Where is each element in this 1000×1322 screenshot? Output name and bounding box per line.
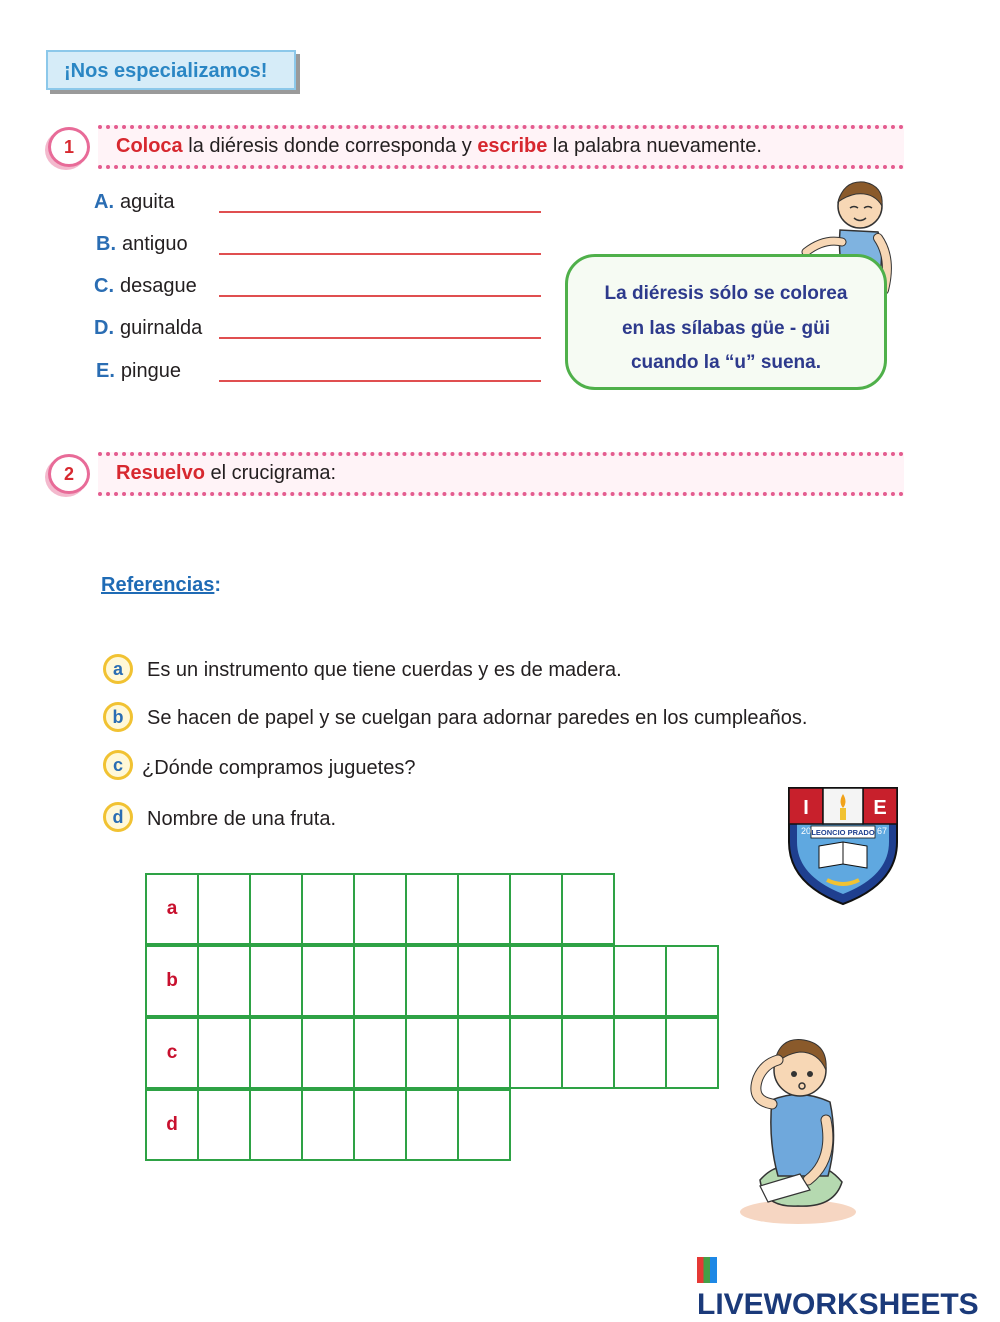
answer-line-a[interactable] bbox=[219, 211, 541, 213]
instruction-text-2: la palabra nuevamente. bbox=[547, 135, 762, 157]
crossword-cell[interactable] bbox=[665, 945, 719, 1017]
clue-badge-d: d bbox=[103, 802, 133, 832]
crossword-cell[interactable] bbox=[249, 945, 303, 1017]
crossword-cell[interactable] bbox=[249, 873, 303, 945]
crossword-cell[interactable] bbox=[197, 873, 251, 945]
crossword-cell[interactable] bbox=[197, 1017, 251, 1089]
section-1-number: 1 bbox=[48, 127, 90, 167]
section-1-banner bbox=[98, 125, 904, 169]
instruction-verb-escribe: escribe bbox=[477, 135, 548, 157]
crest-year-left: 20 bbox=[801, 826, 812, 836]
section-2-instruction bbox=[116, 462, 336, 485]
word-text: antiguo bbox=[122, 233, 188, 255]
word-text: pingue bbox=[120, 360, 181, 382]
word-letter: B. bbox=[96, 233, 116, 255]
clue-badge-a: a bbox=[103, 654, 133, 684]
word-letter: C. bbox=[94, 275, 114, 297]
word-letter: E. bbox=[96, 360, 115, 382]
word-letter: D. bbox=[94, 317, 114, 339]
word-text: aguita bbox=[120, 191, 175, 213]
crest-letter-right: E bbox=[873, 797, 887, 819]
instruction-text: el crucigrama: bbox=[204, 462, 337, 484]
answer-line-e[interactable] bbox=[219, 380, 541, 382]
word-item-e bbox=[96, 360, 181, 383]
crossword-cell[interactable] bbox=[405, 873, 459, 945]
section-2-banner bbox=[98, 452, 904, 496]
word-item-b bbox=[96, 233, 188, 256]
crossword-row-label: a bbox=[145, 873, 199, 945]
clue-text-b: Se hacen de papel y se cuelgan para adornar paredes en los cumpleaños. bbox=[147, 707, 808, 729]
crossword-cell[interactable] bbox=[561, 1017, 615, 1089]
crossword-row-b bbox=[145, 945, 717, 1017]
note-line-1: La diéresis sólo se colorea bbox=[604, 283, 848, 304]
word-text: guirnalda bbox=[120, 317, 203, 339]
crossword-cell[interactable] bbox=[561, 873, 615, 945]
word-letter: A. bbox=[94, 191, 114, 213]
crest-year-right: 67 bbox=[877, 826, 888, 836]
crossword-cell[interactable] bbox=[353, 873, 407, 945]
crossword-row-label: c bbox=[145, 1017, 199, 1089]
crossword-row-a bbox=[145, 873, 613, 945]
clue-text-a: Es un instrumento que tiene cuerdas y es de madera. bbox=[147, 659, 622, 681]
liveworksheets-logo[interactable] bbox=[697, 1254, 1000, 1322]
crossword-cell[interactable] bbox=[301, 1017, 355, 1089]
crossword-cell[interactable] bbox=[353, 945, 407, 1017]
references-label: Referencias bbox=[101, 574, 215, 596]
crossword-row-label: d bbox=[145, 1089, 199, 1161]
liveworksheets-mark-icon bbox=[697, 1257, 717, 1283]
word-item-d bbox=[94, 317, 202, 340]
thinking-boy-illustration bbox=[738, 1030, 858, 1226]
crossword-cell[interactable] bbox=[457, 873, 511, 945]
crest-school-name: LEONCIO PRADO bbox=[811, 828, 875, 837]
diaeresis-note bbox=[565, 254, 887, 390]
note-line-3: cuando la “u” suena. bbox=[630, 352, 822, 373]
crossword-cell[interactable] bbox=[457, 945, 511, 1017]
crossword-cell[interactable] bbox=[249, 1017, 303, 1089]
instruction-verb-coloca: Coloca bbox=[116, 135, 183, 157]
crossword-cell[interactable] bbox=[405, 945, 459, 1017]
crossword-cell[interactable] bbox=[301, 1089, 355, 1161]
word-item-a bbox=[94, 191, 175, 214]
clue-badge-b: b bbox=[103, 702, 133, 732]
crossword-cell[interactable] bbox=[249, 1089, 303, 1161]
note-line-2: en las sílabas güe - güi bbox=[621, 318, 830, 339]
word-text: desague bbox=[120, 275, 197, 297]
clue-text-c: ¿Dónde compramos juguetes? bbox=[142, 757, 416, 779]
crossword-cell[interactable] bbox=[197, 1089, 251, 1161]
answer-line-c[interactable] bbox=[219, 295, 541, 297]
crossword-cell[interactable] bbox=[405, 1017, 459, 1089]
crossword-cell[interactable] bbox=[353, 1089, 407, 1161]
crossword-cell[interactable] bbox=[301, 873, 355, 945]
crossword-cell[interactable] bbox=[301, 945, 355, 1017]
references-colon: : bbox=[214, 574, 222, 596]
crest-letter-left: I bbox=[803, 797, 809, 819]
crossword-cell[interactable] bbox=[613, 1017, 667, 1089]
crossword-cell[interactable] bbox=[405, 1089, 459, 1161]
instruction-verb-resuelvo: Resuelvo bbox=[116, 462, 205, 484]
crossword-cell[interactable] bbox=[561, 945, 615, 1017]
section-1-instruction bbox=[116, 135, 762, 158]
crossword-cell[interactable] bbox=[353, 1017, 407, 1089]
answer-line-b[interactable] bbox=[219, 253, 541, 255]
references-heading bbox=[101, 574, 221, 597]
crossword-cell[interactable] bbox=[665, 1017, 719, 1089]
word-item-c bbox=[94, 275, 197, 298]
instruction-text-1: la diéresis donde corresponda y bbox=[182, 135, 478, 157]
crossword-cell[interactable] bbox=[457, 1089, 511, 1161]
brand-text: LIVEWORKSHEETS bbox=[697, 1288, 979, 1321]
crossword-cell[interactable] bbox=[509, 1017, 563, 1089]
crossword-cell[interactable] bbox=[457, 1017, 511, 1089]
crossword-row-d bbox=[145, 1089, 509, 1161]
crossword-cell[interactable] bbox=[509, 873, 563, 945]
school-crest-logo bbox=[785, 784, 901, 906]
crossword-cell[interactable] bbox=[197, 945, 251, 1017]
crossword-row-label: b bbox=[145, 945, 199, 1017]
page-title: ¡Nos especializamos! bbox=[64, 60, 268, 82]
clue-badge-c: c bbox=[103, 750, 133, 780]
crossword-row-c bbox=[145, 1017, 717, 1089]
page-title-box bbox=[46, 50, 296, 90]
answer-line-d[interactable] bbox=[219, 337, 541, 339]
clue-text-d: Nombre de una fruta. bbox=[147, 808, 336, 830]
section-2-number: 2 bbox=[48, 454, 90, 494]
crossword-cell[interactable] bbox=[613, 945, 667, 1017]
crossword-cell[interactable] bbox=[509, 945, 563, 1017]
